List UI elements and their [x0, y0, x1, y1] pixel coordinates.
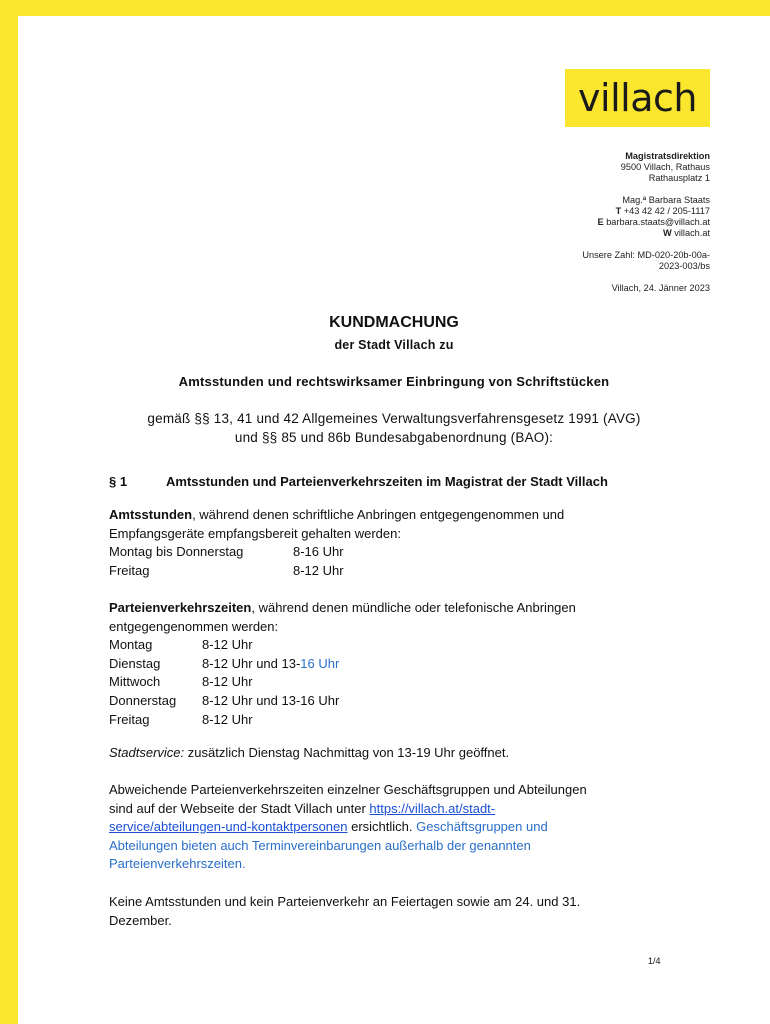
legal-basis: gemäß §§ 13, 41 und 42 Allgemeines Verwaltungsverfahrensgesetz 1991 (AVG) und §§ 85 und 86b Bundesabgabenordnung (BAO):: [147, 411, 641, 445]
document-title: KUNDMACHUNG: [329, 314, 459, 331]
stadtservice-link[interactable]: https://villach.at/stadt-: [369, 800, 496, 816]
schedule-row: Mittwoch 8-12 Uhr: [109, 674, 253, 690]
contact-phone: T +43 42 42 / 205-1117: [615, 206, 710, 216]
sender-block: [490, 151, 710, 294]
villach-logo: [565, 69, 710, 127]
contact-email: E barbara.staats@villach.at: [597, 217, 710, 227]
contact-name: Mag.ª Barbara Staats: [622, 195, 710, 205]
amtsstunden-term: Amtsstunden: [109, 507, 193, 522]
contact-web: W villach.at: [663, 228, 710, 238]
schedule-row: Montag bis Donnerstag 8-16 Uhr: [109, 544, 344, 560]
reference-line1: Unsere Zahl: MD-020-20b-00a-: [582, 250, 710, 260]
parteienverkehr-term: Parteienverkehrszeiten: [109, 600, 252, 615]
document-page: [18, 16, 770, 1024]
sender-dept: Magistratsdirektion: [625, 151, 710, 161]
parteienverkehr-block: Parteienverkehrszeiten, während denen mündliche oder telefonische Anbringen entgegengenommen werden: Montag 8-12 Uhr Dienstag 8-12 Uhr und 13-16 Uhr Mittwoch 8-12 Uhr Donnerstag 8-12 Uhr und 13-16 Uhr Freitag 8-12 Uhr: [109, 599, 669, 729]
logo-text: villach: [578, 76, 697, 120]
amtsstunden-block: Amtsstunden, während denen schriftliche Anbringen entgegengenommen und Empfangsgeräte empfangsbereit gehalten werden: Montag bis Donnerstag 8-16 Uhr Freitag 8-12 Uhr: [109, 506, 669, 580]
stadtservice-note: Stadtservice: zusätzlich Dienstag Nachmittag von 13-19 Uhr geöffnet.: [109, 745, 510, 760]
document-subtitle: der Stadt Villach zu: [334, 338, 454, 352]
schedule-row: Freitag 8-12 Uhr: [109, 562, 344, 578]
sender-address1: 9500 Villach, Rathaus: [620, 162, 710, 172]
schedule-row: Montag 8-12 Uhr: [109, 637, 253, 653]
feiertage-paragraph: Keine Amtsstunden und kein Parteienverkehr an Feiertagen sowie am 24. und 31. Dezember.: [109, 894, 581, 928]
schedule-row: Donnerstag 8-12 Uhr und 13-16 Uhr: [109, 692, 340, 708]
sender-address2: Rathausplatz 1: [648, 173, 710, 183]
page-number: 1/4: [648, 956, 661, 966]
schedule-row: Freitag 8-12 Uhr: [109, 711, 253, 727]
section-heading: [109, 474, 709, 489]
document-topic: Amtsstunden und rechtswirksamer Einbringung von Schriftstücken: [178, 374, 610, 389]
document-date: Villach, 24. Jänner 2023: [611, 283, 710, 293]
abweichend-paragraph: Abweichende Parteienverkehrszeiten einzelner Geschäftsgruppen und Abteilungen sind auf der Webseite der Stadt Villach unter https://villach.at/stadt- service/abteilungen-und-kontaktpersonen ersichtlich. Geschäftsgruppen und Abteilungen bieten auch Terminvereinbarungen außerhalb der genannten Parteienverkehrszeiten.: [109, 782, 587, 872]
section-number: § 1: [109, 474, 128, 489]
stadtservice-link-cont[interactable]: service/abteilungen-und-kontaktpersonen: [109, 819, 348, 835]
schedule-row: Dienstag 8-12 Uhr und 13-16 Uhr: [109, 655, 340, 671]
reference-line2: 2023-003/bs: [658, 261, 710, 271]
section-title: Amtsstunden und Parteienverkehrszeiten im Magistrat der Stadt Villach: [166, 474, 608, 489]
